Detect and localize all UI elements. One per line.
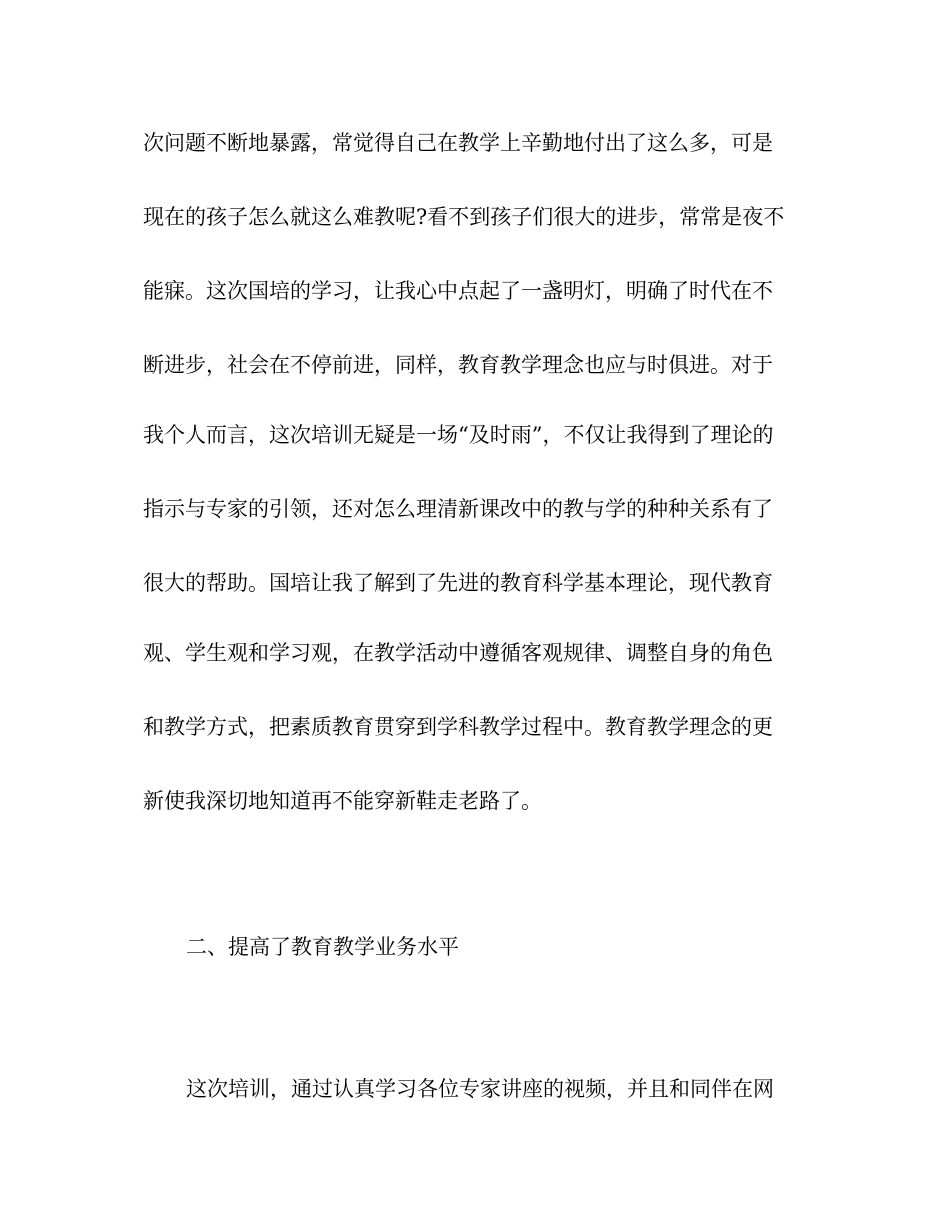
paragraph-line: 断进步，社会在不停前进，同样，教育教学理念也应与时俱进。对于 [143,353,773,377]
section-heading: 二、提高了教育教学业务水平 [186,935,459,959]
paragraph-line: 新使我深切地知道再不能穿新鞋走老路了。 [143,789,542,813]
paragraph-line: 现在的孩子怎么就这么难教呢?看不到孩子们很大的进步，常常是夜不 [143,205,785,229]
paragraph-line: 次问题不断地暴露，常觉得自己在教学上辛勤地付出了这么多，可是 [143,131,773,155]
paragraph-line: 我个人而言，这次培训无疑是一场“及时雨”，不仅让我得到了理论的 [143,423,774,447]
paragraph-line: 能寐。这次国培的学习，让我心中点起了一盏明灯，明确了时代在不 [143,279,773,303]
paragraph-line: 指示与专家的引领，还对怎么理清新课改中的教与学的种种关系有了 [143,497,773,521]
paragraph-line: 很大的帮助。国培让我了解到了先进的教育科学基本理论，现代教育 [143,571,773,595]
paragraph-line: 和教学方式，把素质教育贯穿到学科教学过程中。教育教学理念的更 [143,715,773,739]
paragraph-line: 这次培训，通过认真学习各位专家讲座的视频，并且和同伴在网 [186,1077,774,1101]
paragraph-line: 观、学生观和学习观，在教学活动中遵循客观规律、调整自身的角色 [143,641,773,665]
